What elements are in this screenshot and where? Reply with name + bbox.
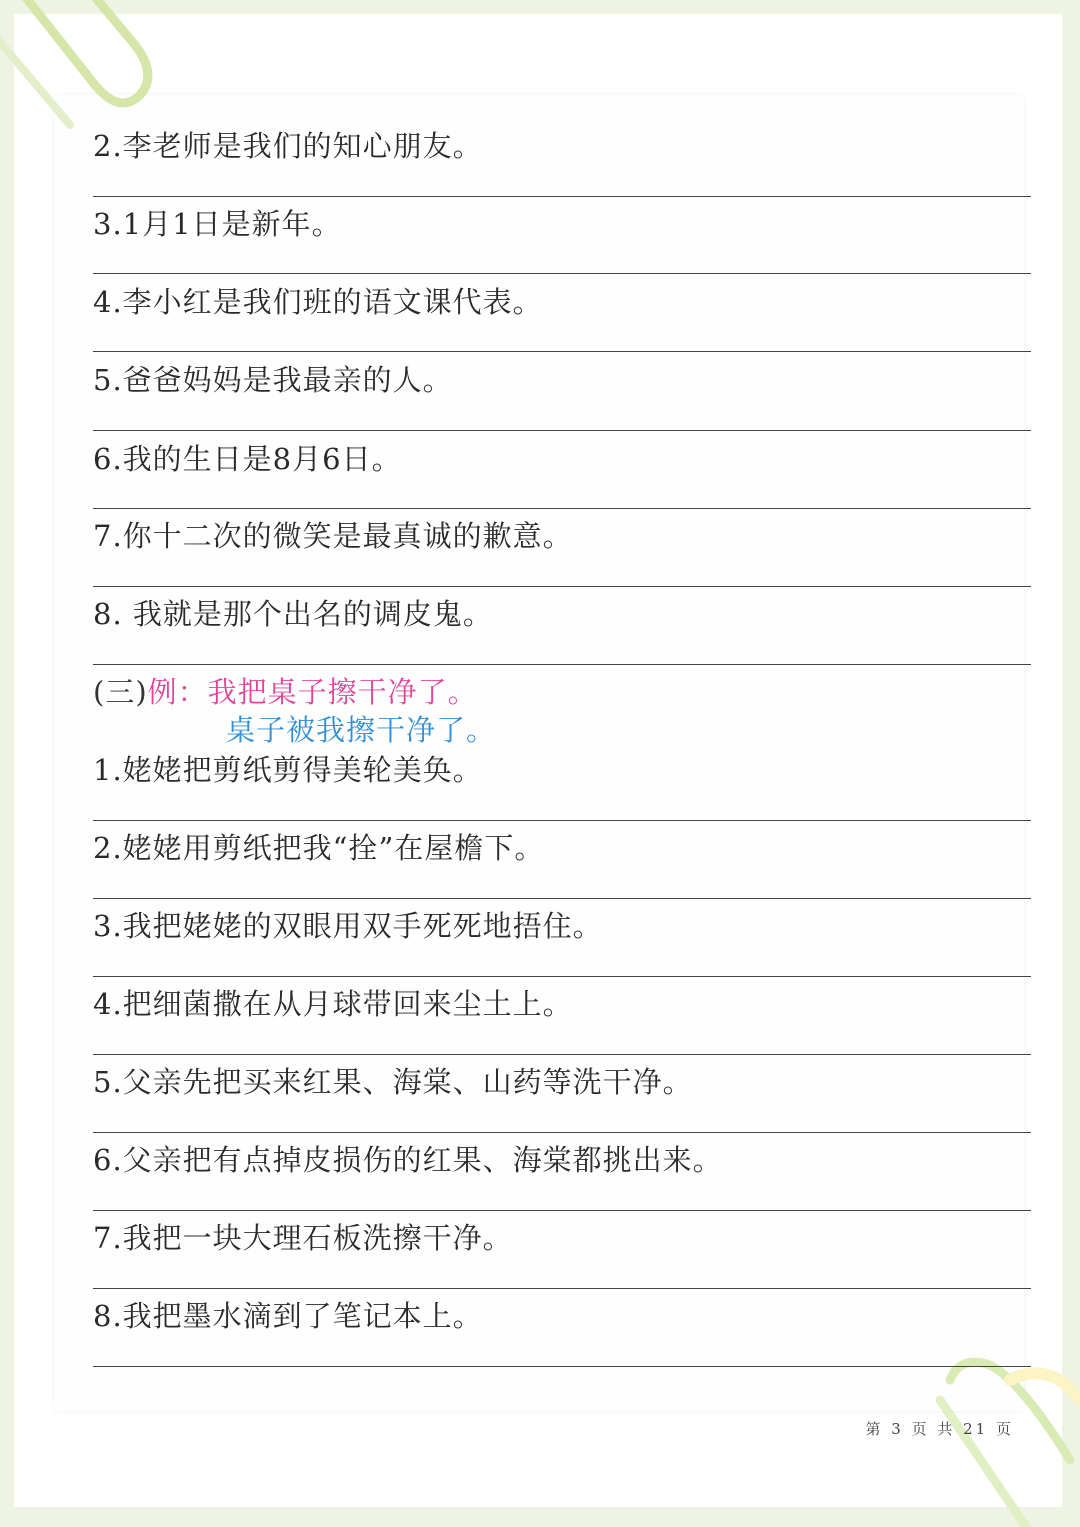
answer-line[interactable] (93, 1132, 1031, 1133)
answer-line[interactable] (93, 1366, 1031, 1367)
example-label: 例： (147, 675, 208, 709)
exercise-item: 7.我把一块大理石板洗擦干净。 (93, 1221, 513, 1255)
answer-line[interactable] (93, 1054, 1031, 1055)
exercise-item: 3.我把姥姥的双眼用双手死死地捂住。 (93, 909, 603, 943)
answer-line[interactable] (93, 664, 1031, 665)
answer-line[interactable] (93, 1288, 1031, 1289)
exercise-item: 4.李小红是我们班的语文课代表。 (93, 285, 543, 319)
answer-line[interactable] (93, 351, 1031, 352)
exercise-item: 6.父亲把有点掉皮损伤的红果、海棠都挑出来。 (93, 1143, 723, 1177)
exercise-item: 2.姥姥用剪纸把我“拴”在屋檐下。 (93, 831, 545, 865)
exercise-item: 8. 我就是那个出名的调皮鬼。 (93, 597, 493, 631)
exercise-item: 5.爸爸妈妈是我最亲的人。 (93, 363, 453, 397)
exercise-item: 1.姥姥把剪纸剪得美轮美奂。 (93, 753, 483, 787)
example-sentence-transformed (226, 708, 926, 749)
answer-line[interactable] (93, 508, 1031, 509)
answer-line[interactable] (93, 430, 1031, 431)
exercise-item: 2.李老师是我们的知心朋友。 (93, 129, 483, 163)
answer-line[interactable] (93, 1210, 1031, 1211)
exercise-item: 5.父亲先把买来红果、海棠、山药等洗干净。 (93, 1065, 693, 1099)
exercise-item: 7.你十二次的微笑是最真诚的歉意。 (93, 519, 573, 553)
answer-line[interactable] (93, 273, 1031, 274)
section-heading (93, 670, 1031, 711)
exercise-item: 8.我把墨水滴到了笔记本上。 (93, 1299, 483, 1333)
page-number: 第 3 页 共 21 页 (865, 1420, 1014, 1438)
answer-line[interactable] (93, 898, 1031, 899)
answer-line[interactable] (93, 196, 1031, 197)
answer-line[interactable] (93, 976, 1031, 977)
exercise-item: 3.1月1日是新年。 (93, 207, 342, 241)
example-sentence-passive: 桌子被我擦干净了。 (226, 713, 497, 747)
answer-line[interactable] (93, 820, 1031, 821)
exercise-item: 4.把细菌撒在从月球带回来尘土上。 (93, 987, 573, 1021)
answer-line[interactable] (93, 586, 1031, 587)
section-number: (三) (93, 675, 148, 709)
exercise-item: 6.我的生日是8月6日。 (93, 442, 402, 476)
example-sentence: 我把桌子擦干净了。 (207, 675, 478, 709)
